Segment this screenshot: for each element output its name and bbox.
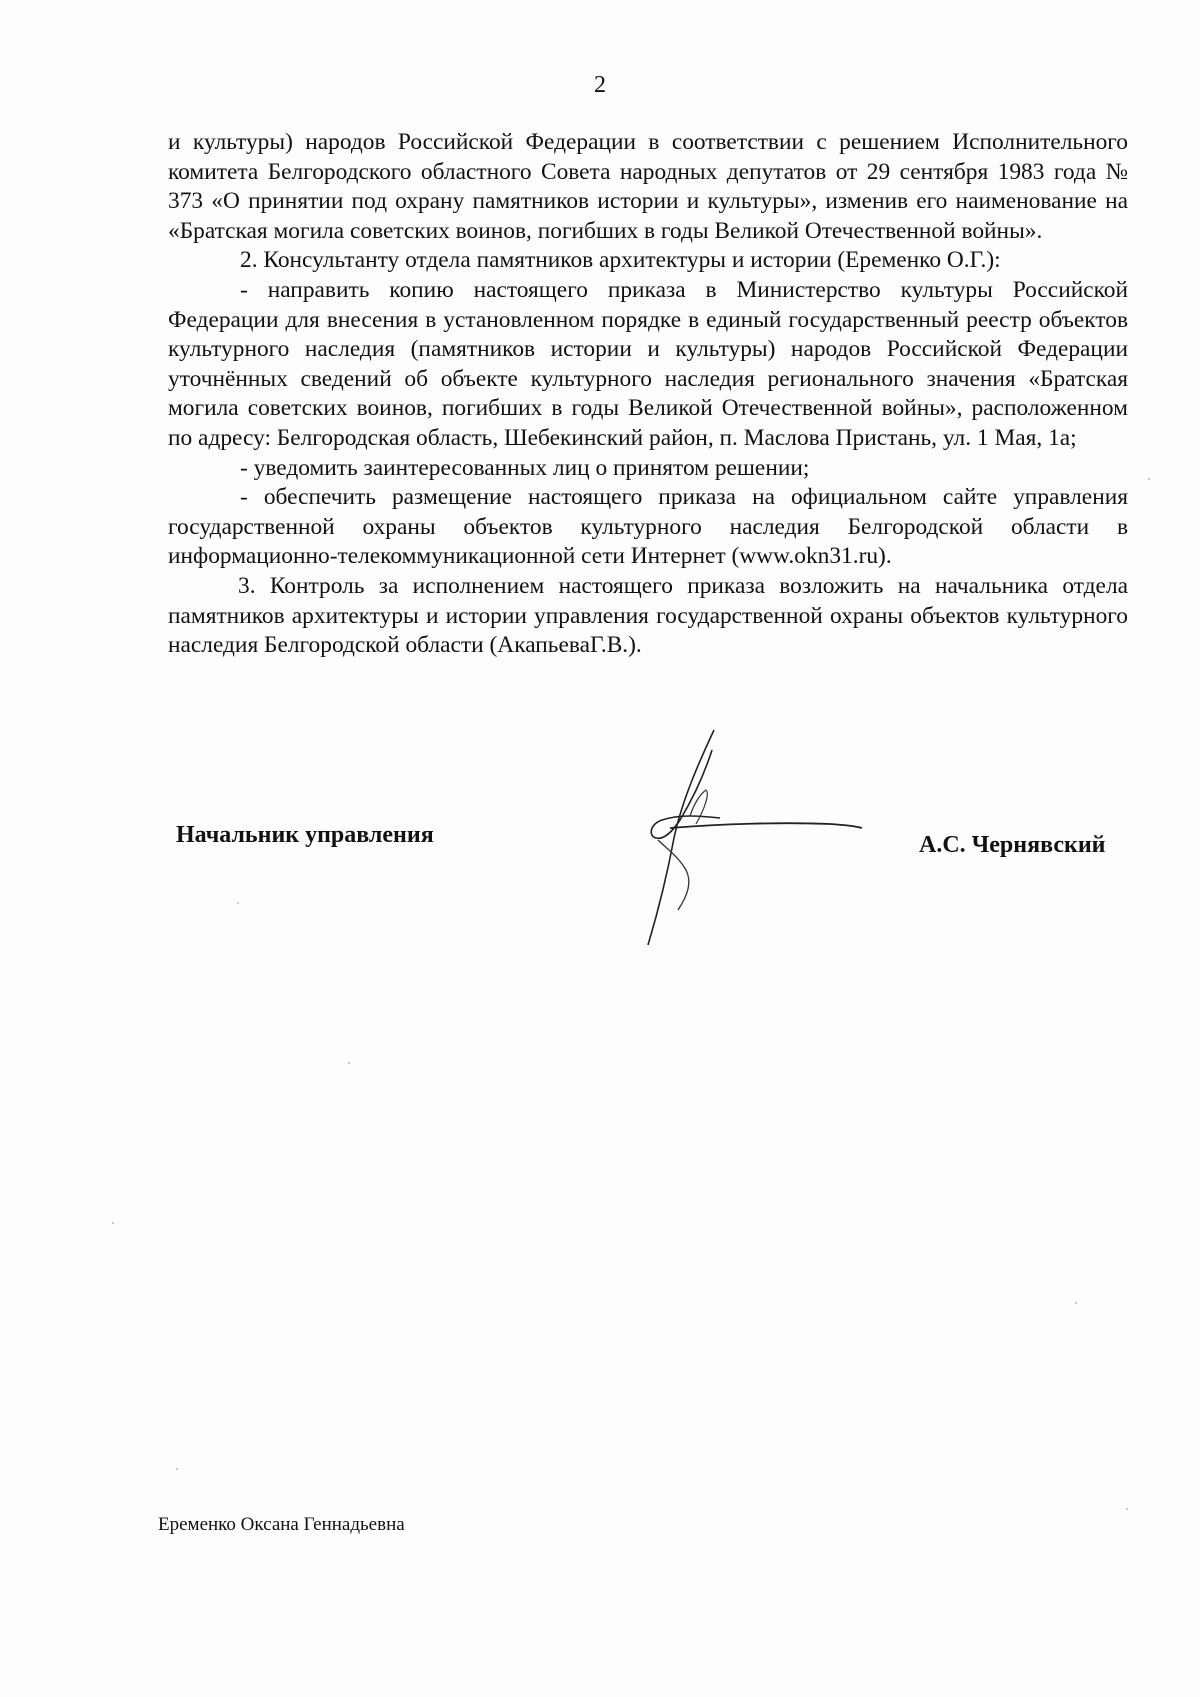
signatory-name: А.С. Чернявский <box>919 832 1106 858</box>
scan-speck <box>1148 478 1150 480</box>
signatory-title: Начальник управления <box>176 822 434 848</box>
scan-speck <box>1075 1302 1077 1304</box>
document-body <box>168 128 1128 661</box>
handwritten-signature <box>630 720 880 950</box>
executor-name: Еременко Оксана Геннадьевна <box>158 1514 405 1535</box>
paragraph-item-3: 3. Контроль за исполнением настоящего приказа возложить на начальника отдела памятников архитектуры и истории управления государственной охраны объектов культурного наследия Белгородской области (АкапьеваГ.В.). <box>168 572 1128 659</box>
paragraph-publish: - обеспечить размещение настоящего приказа на официальном сайте управления государственной охраны объектов культурного наследия Белгородской области в информационно-телекоммуникационной сети Интернет (www.okn31.ru). <box>168 484 1128 570</box>
scan-speck <box>237 902 239 904</box>
scan-speck <box>176 1468 178 1470</box>
paragraph-item-2: 2. Консультанту отдела памятников архитектуры и истории (Еременко О.Г.): <box>240 247 1001 274</box>
paragraph-send-copy: - направить копию настоящего приказа в Министерство культуры Российской Федерации для внесения в установленном порядке в единый государственный реестр объектов культурного наследия (памятников истории и культуры) народов Российской Федерации уточнённых сведений об объекте культурного наследия регионального значения «Братская могила советских воинов, погибших в годы Великой Отечественной войны», расположенном по адресу: Белгородская область, Шебекинский район, п. Маслова Пристань, ул. 1 Мая, 1а; <box>168 276 1128 451</box>
page-number: 2 <box>594 72 606 98</box>
scan-speck <box>112 1222 114 1224</box>
scan-speck <box>1126 1508 1128 1510</box>
paragraph-notify: - уведомить заинтересованных лиц о принятом решении; <box>240 454 810 481</box>
paragraph-continuation: и культуры) народов Российской Федерации в соответствии с решением Исполнительного комитета Белгородского областного Совета народных депутатов от 29 сентября 1983 года № 373 «О принятии под охрану памятников истории и культуры», изменив его наименование на «Братская могила советских воинов, погибших в годы Великой Отечественной войны». <box>168 129 1128 244</box>
scan-speck <box>348 1062 350 1064</box>
